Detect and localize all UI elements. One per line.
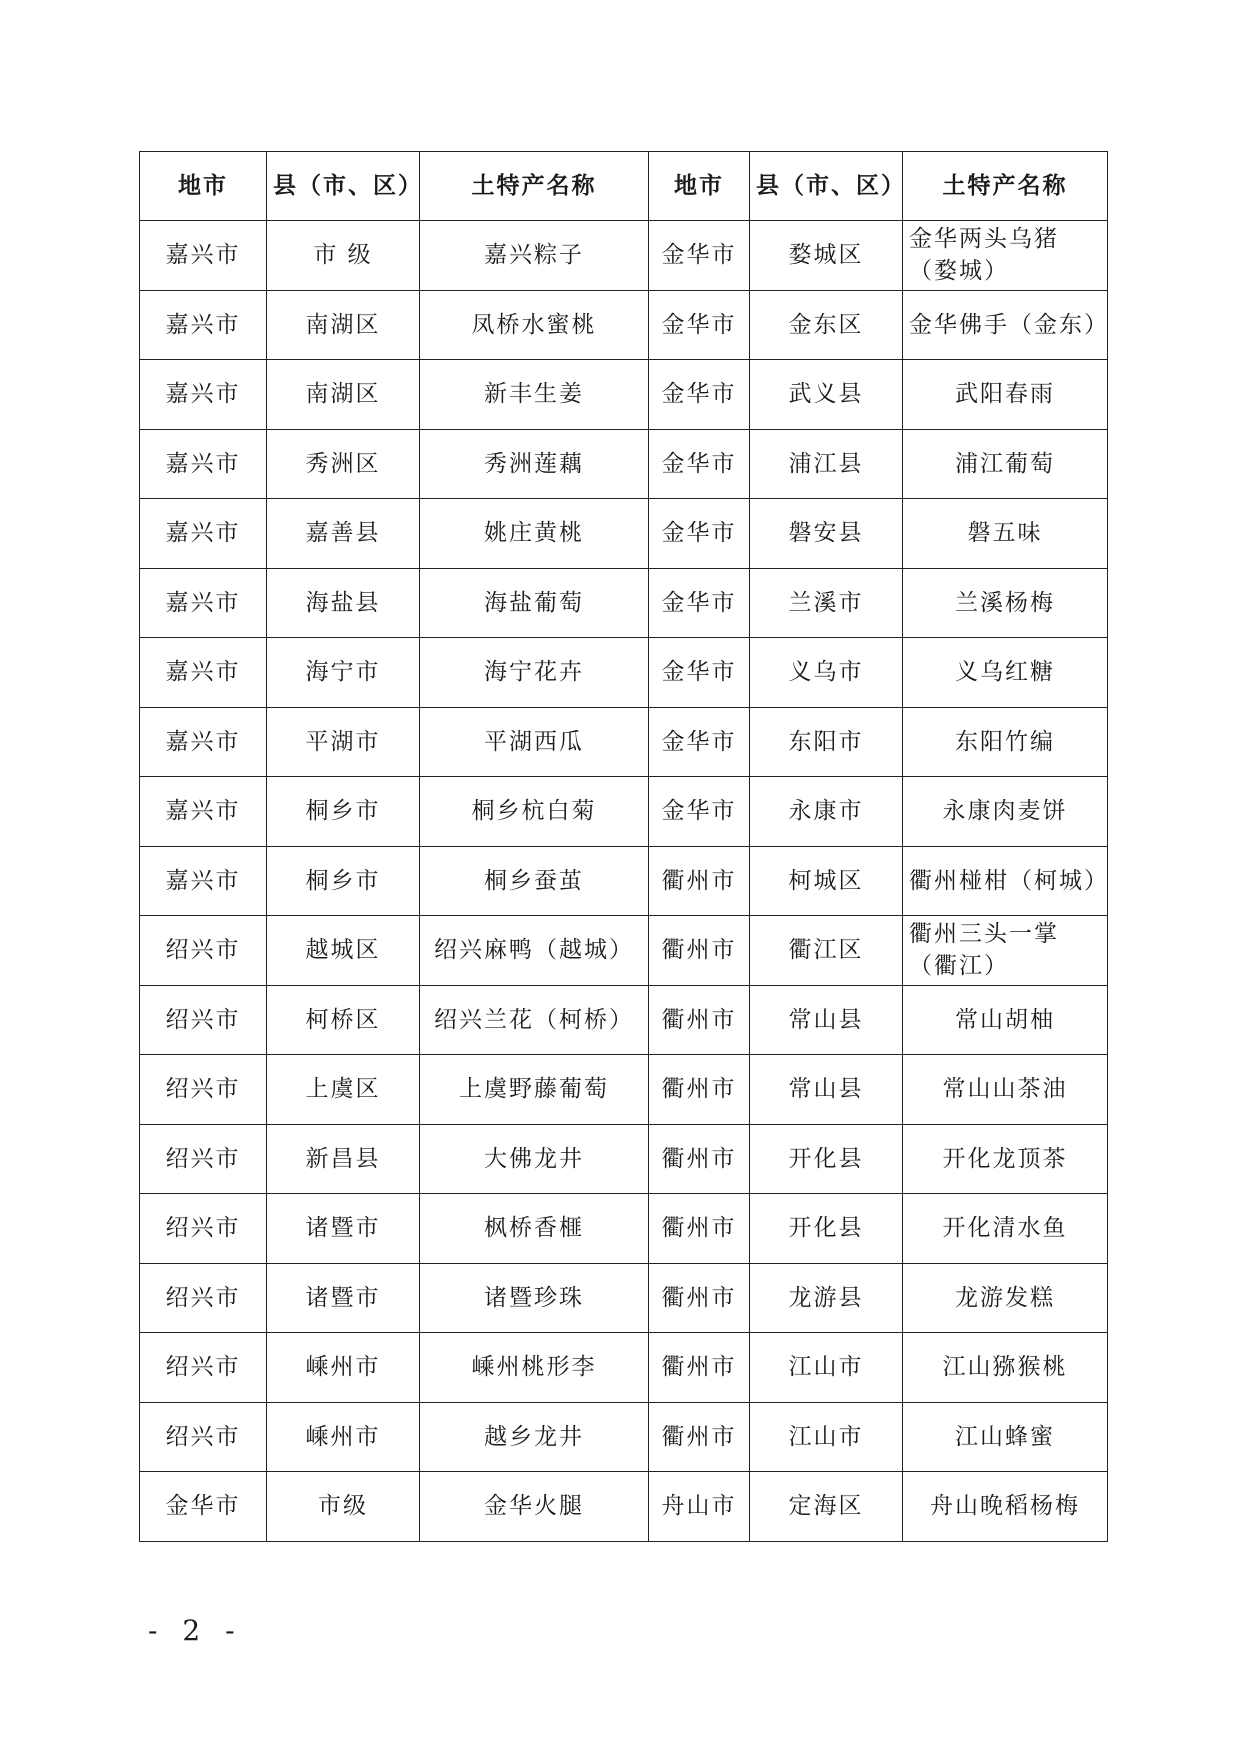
table-row xyxy=(140,916,1108,986)
header-product: 土特产名称 xyxy=(420,152,649,221)
cell-county: 开化县 xyxy=(750,1194,903,1264)
cell-city: 嘉兴市 xyxy=(140,360,267,430)
table-row xyxy=(140,1124,1108,1194)
cell-product: 凤桥水蜜桃 xyxy=(420,290,649,360)
table-row xyxy=(140,638,1108,708)
table-row xyxy=(140,777,1108,847)
cell-county: 上虞区 xyxy=(267,1055,420,1125)
header-city: 地市 xyxy=(140,152,267,221)
cell-product: 平湖西瓜 xyxy=(420,707,649,777)
cell-county: 桐乡市 xyxy=(267,777,420,847)
cell-product: 嘉兴粽子 xyxy=(420,221,649,291)
cell-product: 新丰生姜 xyxy=(420,360,649,430)
cell-city: 嘉兴市 xyxy=(140,707,267,777)
cell-city: 衢州市 xyxy=(649,1333,750,1403)
cell-product: 桐乡杭白菊 xyxy=(420,777,649,847)
cell-county: 定海区 xyxy=(750,1472,903,1542)
cell-county: 龙游县 xyxy=(750,1263,903,1333)
cell-county: 市 级 xyxy=(267,221,420,291)
cell-product: 大佛龙井 xyxy=(420,1124,649,1194)
cell-county: 衢江区 xyxy=(750,916,903,986)
cell-county: 海盐县 xyxy=(267,568,420,638)
cell-county: 诸暨市 xyxy=(267,1194,420,1264)
cell-product: 东阳竹编 xyxy=(903,707,1108,777)
page-number: - 2 - xyxy=(148,1614,243,1647)
cell-city: 绍兴市 xyxy=(140,1402,267,1472)
cell-county: 新昌县 xyxy=(267,1124,420,1194)
cell-product: 衢州椪柑（柯城） xyxy=(903,846,1108,916)
cell-county: 嵊州市 xyxy=(267,1402,420,1472)
cell-county: 永康市 xyxy=(750,777,903,847)
table-row xyxy=(140,1333,1108,1403)
cell-city: 衢州市 xyxy=(649,985,750,1055)
cell-product: 江山蜂蜜 xyxy=(903,1402,1108,1472)
cell-product: 秀洲莲藕 xyxy=(420,429,649,499)
cell-city: 嘉兴市 xyxy=(140,221,267,291)
cell-city: 绍兴市 xyxy=(140,1124,267,1194)
cell-county: 柯桥区 xyxy=(267,985,420,1055)
cell-product: 浦江葡萄 xyxy=(903,429,1108,499)
cell-product: 上虞野藤葡萄 xyxy=(420,1055,649,1125)
cell-city: 金华市 xyxy=(140,1472,267,1542)
table-row xyxy=(140,429,1108,499)
table-row xyxy=(140,568,1108,638)
table-row xyxy=(140,221,1108,291)
cell-city: 金华市 xyxy=(649,638,750,708)
cell-product: 开化龙顶茶 xyxy=(903,1124,1108,1194)
cell-city: 衢州市 xyxy=(649,1402,750,1472)
cell-county: 江山市 xyxy=(750,1402,903,1472)
table-row xyxy=(140,360,1108,430)
cell-product: 枫桥香榧 xyxy=(420,1194,649,1264)
specialty-products-table xyxy=(139,151,1108,1542)
cell-county: 江山市 xyxy=(750,1333,903,1403)
cell-city: 嘉兴市 xyxy=(140,777,267,847)
cell-product: 武阳春雨 xyxy=(903,360,1108,430)
cell-city: 衢州市 xyxy=(649,916,750,986)
cell-city: 金华市 xyxy=(649,221,750,291)
cell-product: 金华火腿 xyxy=(420,1472,649,1542)
cell-product: 常山山茶油 xyxy=(903,1055,1108,1125)
table-row xyxy=(140,846,1108,916)
table-row xyxy=(140,499,1108,569)
cell-county: 南湖区 xyxy=(267,360,420,430)
cell-county: 市级 xyxy=(267,1472,420,1542)
cell-product: 龙游发糕 xyxy=(903,1263,1108,1333)
cell-city: 嘉兴市 xyxy=(140,638,267,708)
cell-product: 嵊州桃形李 xyxy=(420,1333,649,1403)
cell-county: 秀洲区 xyxy=(267,429,420,499)
cell-county: 义乌市 xyxy=(750,638,903,708)
cell-product: 义乌红糖 xyxy=(903,638,1108,708)
header-city: 地市 xyxy=(649,152,750,221)
cell-product: 越乡龙井 xyxy=(420,1402,649,1472)
cell-city: 金华市 xyxy=(649,290,750,360)
cell-county: 武义县 xyxy=(750,360,903,430)
table-row xyxy=(140,985,1108,1055)
cell-county: 平湖市 xyxy=(267,707,420,777)
cell-product: 舟山晚稻杨梅 xyxy=(903,1472,1108,1542)
cell-city: 嘉兴市 xyxy=(140,499,267,569)
cell-city: 嘉兴市 xyxy=(140,846,267,916)
cell-county: 磐安县 xyxy=(750,499,903,569)
cell-city: 绍兴市 xyxy=(140,1055,267,1125)
cell-product: 海宁花卉 xyxy=(420,638,649,708)
cell-county: 桐乡市 xyxy=(267,846,420,916)
table-row xyxy=(140,1402,1108,1472)
cell-county: 金东区 xyxy=(750,290,903,360)
cell-county: 柯城区 xyxy=(750,846,903,916)
table-row xyxy=(140,1194,1108,1264)
cell-city: 嘉兴市 xyxy=(140,429,267,499)
cell-city: 嘉兴市 xyxy=(140,290,267,360)
cell-city: 绍兴市 xyxy=(140,916,267,986)
cell-city: 金华市 xyxy=(649,568,750,638)
cell-product: 磐五味 xyxy=(903,499,1108,569)
cell-product: 桐乡蚕茧 xyxy=(420,846,649,916)
cell-city: 嘉兴市 xyxy=(140,568,267,638)
cell-city: 衢州市 xyxy=(649,1263,750,1333)
cell-county: 越城区 xyxy=(267,916,420,986)
cell-county: 海宁市 xyxy=(267,638,420,708)
cell-city: 衢州市 xyxy=(649,1124,750,1194)
cell-county: 诸暨市 xyxy=(267,1263,420,1333)
cell-county: 南湖区 xyxy=(267,290,420,360)
cell-county: 浦江县 xyxy=(750,429,903,499)
cell-city: 金华市 xyxy=(649,429,750,499)
cell-product: 衢州三头一掌（衢江） xyxy=(903,916,1108,986)
cell-product: 永康肉麦饼 xyxy=(903,777,1108,847)
cell-county: 嵊州市 xyxy=(267,1333,420,1403)
header-county: 县（市、区） xyxy=(750,152,903,221)
table-row xyxy=(140,1055,1108,1125)
cell-city: 舟山市 xyxy=(649,1472,750,1542)
cell-product: 常山胡柚 xyxy=(903,985,1108,1055)
table-row xyxy=(140,1472,1108,1542)
cell-product: 金华佛手（金东） xyxy=(903,290,1108,360)
table-row xyxy=(140,290,1108,360)
cell-product: 金华两头乌猪（婺城） xyxy=(903,221,1108,291)
cell-county: 兰溪市 xyxy=(750,568,903,638)
cell-city: 金华市 xyxy=(649,707,750,777)
cell-city: 金华市 xyxy=(649,499,750,569)
cell-product: 江山猕猴桃 xyxy=(903,1333,1108,1403)
cell-product: 海盐葡萄 xyxy=(420,568,649,638)
cell-city: 衢州市 xyxy=(649,1055,750,1125)
cell-city: 绍兴市 xyxy=(140,1333,267,1403)
table-body xyxy=(140,221,1108,1542)
cell-product: 绍兴麻鸭（越城） xyxy=(420,916,649,986)
cell-product: 兰溪杨梅 xyxy=(903,568,1108,638)
cell-city: 金华市 xyxy=(649,777,750,847)
cell-county: 东阳市 xyxy=(750,707,903,777)
cell-county: 常山县 xyxy=(750,985,903,1055)
header-county: 县（市、区） xyxy=(267,152,420,221)
cell-product: 绍兴兰花（柯桥） xyxy=(420,985,649,1055)
cell-city: 绍兴市 xyxy=(140,1263,267,1333)
cell-county: 婺城区 xyxy=(750,221,903,291)
cell-city: 绍兴市 xyxy=(140,985,267,1055)
table-header-row xyxy=(140,152,1108,221)
table-row xyxy=(140,1263,1108,1333)
cell-product: 姚庄黄桃 xyxy=(420,499,649,569)
cell-county: 开化县 xyxy=(750,1124,903,1194)
cell-city: 金华市 xyxy=(649,360,750,430)
cell-product: 开化清水鱼 xyxy=(903,1194,1108,1264)
cell-county: 嘉善县 xyxy=(267,499,420,569)
cell-city: 衢州市 xyxy=(649,846,750,916)
cell-city: 绍兴市 xyxy=(140,1194,267,1264)
cell-county: 常山县 xyxy=(750,1055,903,1125)
table-row xyxy=(140,707,1108,777)
cell-product: 诸暨珍珠 xyxy=(420,1263,649,1333)
header-product: 土特产名称 xyxy=(903,152,1108,221)
cell-city: 衢州市 xyxy=(649,1194,750,1264)
